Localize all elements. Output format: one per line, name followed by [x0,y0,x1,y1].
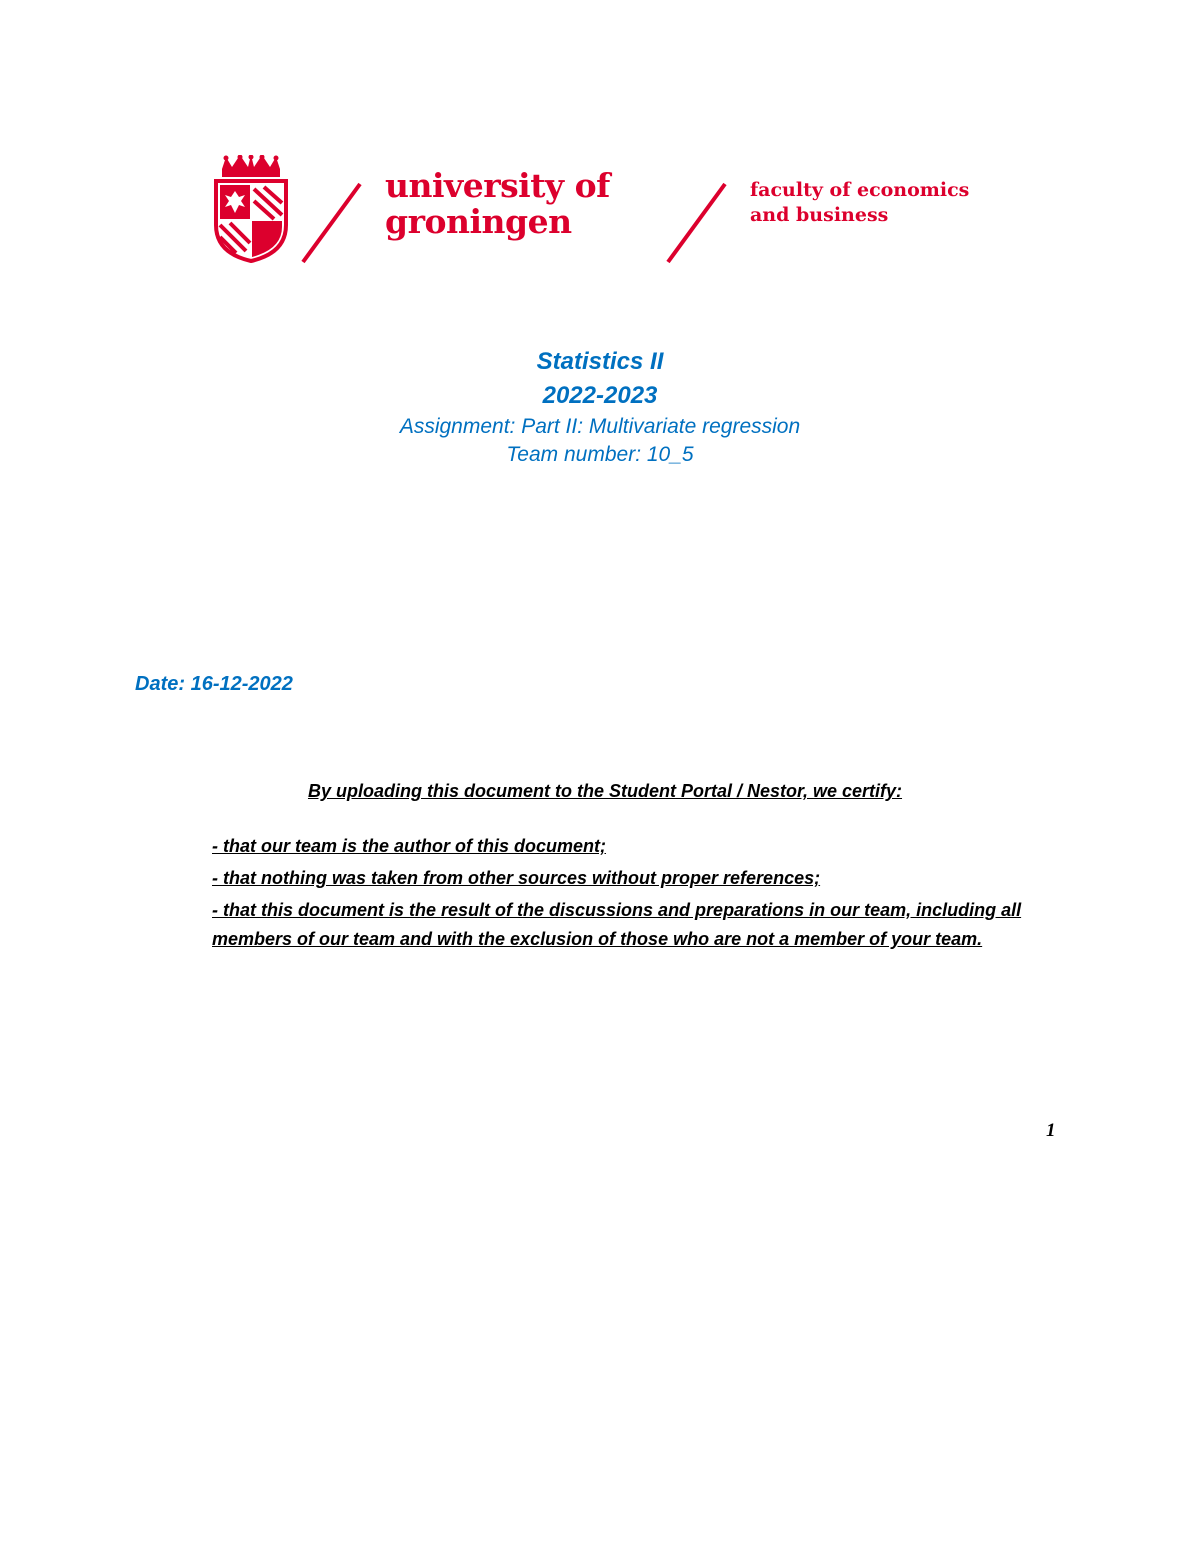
certification-item: - that nothing was taken from other sources without proper references; [212,868,821,888]
faculty-name [750,178,969,228]
team-number: Team number: 10_5 [506,443,694,466]
certification-item: - that this document is the result of the discussions and preparations in our team, including all members of our team and with the exclusion of those who are not a member of your team. [212,900,1022,949]
university-name-line1: university of [385,166,610,205]
assignment-title: Assignment: Part II: Multivariate regression [399,415,801,438]
document-date: Date: 16-12-2022 [135,673,293,695]
faculty-name-line2: and business [750,204,889,226]
page-number: 1 [1046,1120,1056,1141]
certification-list [212,832,1072,957]
course-title: Statistics II [536,348,664,375]
university-name-line2: groningen [385,202,572,241]
university-crest-icon [212,155,290,263]
slash-divider-icon [300,182,362,264]
course-year: 2022-2023 [542,382,658,409]
certification-item: - that our team is the author of this document; [212,836,607,856]
faculty-name-line1: faculty of economics [750,179,970,201]
slash-divider-icon [665,182,727,264]
certification-heading: By uploading this document to the Student Portal / Nestor, we certify: [307,781,903,801]
title-block [0,345,1200,470]
university-name [385,168,610,240]
